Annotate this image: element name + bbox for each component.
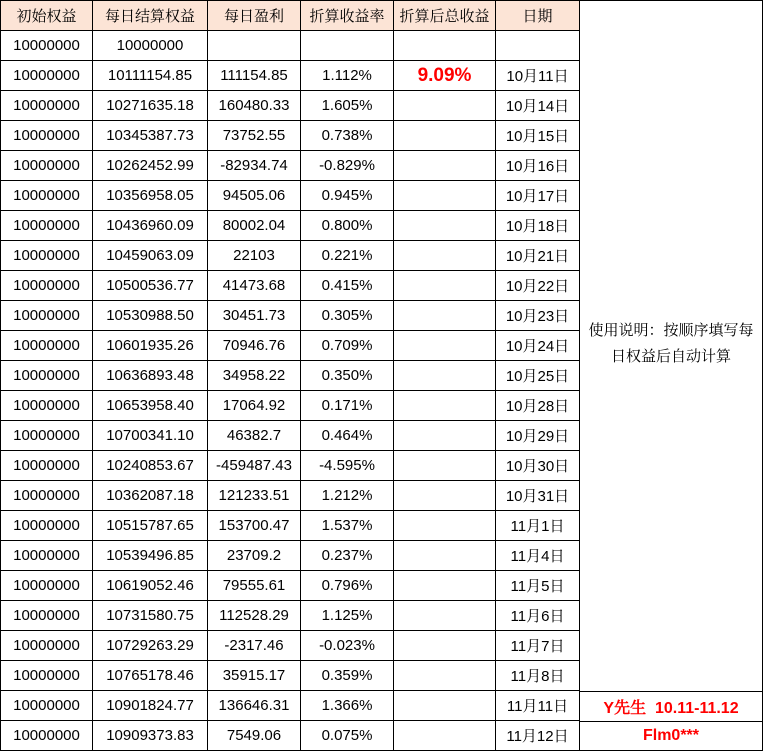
cell-r21-c4[interactable] [394,661,496,691]
cell-r14-c5[interactable]: 10月30日 [496,451,580,481]
cell-r12-c4[interactable] [394,391,496,421]
table-row [1,721,580,751]
cell-r15-c3[interactable]: 1.212% [301,481,394,511]
usage-instructions [580,318,762,370]
cell-r16-c5[interactable]: 11月1日 [496,511,580,541]
cell-r5-c2[interactable]: 94505.06 [208,181,301,211]
cell-r17-c2[interactable]: 23709.2 [208,541,301,571]
cell-r10-c2[interactable]: 70946.76 [208,331,301,361]
cell-r7-c5[interactable]: 10月21日 [496,241,580,271]
cell-r2-c1[interactable]: 10271635.18 [93,91,208,121]
usage-instructions-line2: 日权益后自动计算 [610,348,731,365]
cell-r3-c0[interactable]: 10000000 [1,121,93,151]
cell-r2-c5[interactable]: 10月14日 [496,91,580,121]
cell-r18-c1[interactable]: 10619052.46 [93,571,208,601]
cell-r14-c0[interactable]: 10000000 [1,451,93,481]
cell-r18-c2[interactable]: 79555.61 [208,571,301,601]
cell-r2-c0[interactable]: 10000000 [1,91,93,121]
table-row [1,121,580,151]
table-row [1,91,580,121]
table-body [1,31,580,751]
table-row [1,601,580,631]
usage-instructions-line1: 使用说明：按顺序填写每 [588,322,754,339]
cell-r1-c2[interactable]: 111154.85 [208,61,301,91]
table-row [1,271,580,301]
cell-r2-c3[interactable]: 1.605% [301,91,394,121]
cell-r3-c1[interactable]: 10345387.73 [93,121,208,151]
signature-cell[interactable]: Y先生 10.11-11.12 [580,691,762,721]
column-header-1[interactable]: 每日结算权益 [93,1,208,31]
cell-r10-c1[interactable]: 10601935.26 [93,331,208,361]
cell-r18-c4[interactable] [394,571,496,601]
cell-r2-c4[interactable] [394,91,496,121]
cell-r19-c5[interactable]: 11月6日 [496,601,580,631]
cell-r10-c4[interactable] [394,331,496,361]
column-header-2[interactable]: 每日盈利 [208,1,301,31]
cell-r22-c1[interactable]: 10901824.77 [93,691,208,721]
cell-r20-c4[interactable] [394,631,496,661]
table-row [1,31,580,61]
cell-r1-c0[interactable]: 10000000 [1,61,93,91]
cell-r10-c3[interactable]: 0.709% [301,331,394,361]
cell-r18-c0[interactable]: 10000000 [1,571,93,601]
cell-r11-c3[interactable]: 0.350% [301,361,394,391]
cell-r4-c0[interactable]: 10000000 [1,151,93,181]
cell-r19-c2[interactable]: 112528.29 [208,601,301,631]
cell-r9-c0[interactable]: 10000000 [1,301,93,331]
code-cell[interactable]: Flm0*** [580,721,762,751]
cell-r21-c5[interactable]: 11月8日 [496,661,580,691]
cell-r12-c3[interactable]: 0.171% [301,391,394,421]
cell-r7-c3[interactable]: 0.221% [301,241,394,271]
cell-r9-c2[interactable]: 30451.73 [208,301,301,331]
cell-r3-c4[interactable] [394,121,496,151]
cell-r5-c3[interactable]: 0.945% [301,181,394,211]
cell-r16-c2[interactable]: 153700.47 [208,511,301,541]
table-row [1,631,580,661]
cell-r0-c5[interactable] [496,31,580,61]
cell-r13-c5[interactable]: 10月29日 [496,421,580,451]
cell-r4-c2[interactable]: -82934.74 [208,151,301,181]
cell-r6-c3[interactable]: 0.800% [301,211,394,241]
cell-r12-c5[interactable]: 10月28日 [496,391,580,421]
table-row [1,451,580,481]
cell-r22-c0[interactable]: 10000000 [1,691,93,721]
table-row [1,421,580,451]
cell-r12-c0[interactable]: 10000000 [1,391,93,421]
cell-r13-c3[interactable]: 0.464% [301,421,394,451]
table-row [1,361,580,391]
cell-r2-c2[interactable]: 160480.33 [208,91,301,121]
cell-r0-c4[interactable] [394,31,496,61]
cell-r7-c4[interactable] [394,241,496,271]
cell-r19-c0[interactable]: 10000000 [1,601,93,631]
cell-r11-c0[interactable]: 10000000 [1,361,93,391]
column-header-0[interactable]: 初始权益 [1,1,93,31]
signature-block [580,691,762,751]
cell-r23-c3[interactable]: 0.075% [301,721,394,751]
cell-r1-c4[interactable]: 9.09% [394,61,496,91]
cell-r10-c5[interactable]: 10月24日 [496,331,580,361]
cell-r1-c1[interactable]: 10111154.85 [93,61,208,91]
cell-r14-c2[interactable]: -459487.43 [208,451,301,481]
cell-r21-c3[interactable]: 0.359% [301,661,394,691]
cell-r19-c3[interactable]: 1.125% [301,601,394,631]
cell-r11-c2[interactable]: 34958.22 [208,361,301,391]
cell-r17-c0[interactable]: 10000000 [1,541,93,571]
cell-r23-c5[interactable]: 11月12日 [496,721,580,751]
table-row [1,301,580,331]
cell-r18-c3[interactable]: 0.796% [301,571,394,601]
cell-r16-c4[interactable] [394,511,496,541]
cell-r23-c0[interactable]: 10000000 [1,721,93,751]
cell-r14-c4[interactable] [394,451,496,481]
cell-r13-c0[interactable]: 10000000 [1,421,93,451]
cell-r9-c5[interactable]: 10月23日 [496,301,580,331]
cell-r0-c2[interactable] [208,31,301,61]
cell-r20-c5[interactable]: 11月7日 [496,631,580,661]
cell-r23-c4[interactable] [394,721,496,751]
cell-r20-c2[interactable]: -2317.46 [208,631,301,661]
table-row [1,391,580,421]
cell-r0-c3[interactable] [301,31,394,61]
cell-r3-c3[interactable]: 0.738% [301,121,394,151]
cell-r8-c4[interactable] [394,271,496,301]
cell-r5-c1[interactable]: 10356958.05 [93,181,208,211]
table-row [1,661,580,691]
cell-r14-c1[interactable]: 10240853.67 [93,451,208,481]
cell-r21-c2[interactable]: 35915.17 [208,661,301,691]
table-header-row [1,1,580,31]
cell-r15-c5[interactable]: 10月31日 [496,481,580,511]
cell-r10-c0[interactable]: 10000000 [1,331,93,361]
cell-r7-c0[interactable]: 10000000 [1,241,93,271]
column-header-3[interactable]: 折算收益率 [301,1,394,31]
cell-r3-c5[interactable]: 10月15日 [496,121,580,151]
cell-r15-c4[interactable] [394,481,496,511]
cell-r12-c1[interactable]: 10653958.40 [93,391,208,421]
cell-r6-c2[interactable]: 80002.04 [208,211,301,241]
table-row [1,61,580,91]
cell-r16-c0[interactable]: 10000000 [1,511,93,541]
cell-r6-c0[interactable]: 10000000 [1,211,93,241]
cell-r19-c4[interactable] [394,601,496,631]
cell-r16-c3[interactable]: 1.537% [301,511,394,541]
cell-r8-c2[interactable]: 41473.68 [208,271,301,301]
cell-r4-c5[interactable]: 10月16日 [496,151,580,181]
cell-r17-c4[interactable] [394,541,496,571]
cell-r4-c3[interactable]: -0.829% [301,151,394,181]
cell-r17-c1[interactable]: 10539496.85 [93,541,208,571]
table-row [1,331,580,361]
cell-r6-c5[interactable]: 10月18日 [496,211,580,241]
cell-r4-c1[interactable]: 10262452.99 [93,151,208,181]
cell-r8-c0[interactable]: 10000000 [1,271,93,301]
column-header-4[interactable]: 折算后总收益 [394,1,496,31]
table-row [1,151,580,181]
table-row [1,241,580,271]
column-header-5[interactable]: 日期 [496,1,580,31]
cell-r8-c3[interactable]: 0.415% [301,271,394,301]
cell-r15-c0[interactable]: 10000000 [1,481,93,511]
table-row [1,571,580,601]
cell-r9-c1[interactable]: 10530988.50 [93,301,208,331]
cell-r23-c1[interactable]: 10909373.83 [93,721,208,751]
table-row [1,541,580,571]
cell-r14-c3[interactable]: -4.595% [301,451,394,481]
cell-r20-c3[interactable]: -0.023% [301,631,394,661]
cell-r7-c1[interactable]: 10459063.09 [93,241,208,271]
cell-r3-c2[interactable]: 73752.55 [208,121,301,151]
cell-r19-c1[interactable]: 10731580.75 [93,601,208,631]
cell-r7-c2[interactable]: 22103 [208,241,301,271]
cell-r23-c2[interactable]: 7549.06 [208,721,301,751]
cell-r8-c1[interactable]: 10500536.77 [93,271,208,301]
cell-r6-c4[interactable] [394,211,496,241]
cell-r13-c4[interactable] [394,421,496,451]
cell-r17-c3[interactable]: 0.237% [301,541,394,571]
cell-r22-c3[interactable]: 1.366% [301,691,394,721]
table-row [1,181,580,211]
cell-r9-c4[interactable] [394,301,496,331]
table-row [1,481,580,511]
cell-r8-c5[interactable]: 10月22日 [496,271,580,301]
table-row [1,691,580,721]
cell-r22-c5[interactable]: 11月11日 [496,691,580,721]
cell-r21-c1[interactable]: 10765178.46 [93,661,208,691]
cell-r0-c1[interactable]: 10000000 [93,31,208,61]
cell-r13-c2[interactable]: 46382.7 [208,421,301,451]
cell-r0-c0[interactable]: 10000000 [1,31,93,61]
cell-r22-c4[interactable] [394,691,496,721]
cell-r9-c3[interactable]: 0.305% [301,301,394,331]
cell-r1-c5[interactable]: 10月11日 [496,61,580,91]
table-row [1,211,580,241]
cell-r5-c4[interactable] [394,181,496,211]
cell-r5-c0[interactable]: 10000000 [1,181,93,211]
table-row [1,511,580,541]
cell-r6-c1[interactable]: 10436960.09 [93,211,208,241]
cell-r11-c4[interactable] [394,361,496,391]
cell-r11-c1[interactable]: 10636893.48 [93,361,208,391]
cell-r5-c5[interactable]: 10月17日 [496,181,580,211]
cell-r15-c1[interactable]: 10362087.18 [93,481,208,511]
cell-r22-c2[interactable]: 136646.31 [208,691,301,721]
cell-r4-c4[interactable] [394,151,496,181]
cell-r1-c3[interactable]: 1.112% [301,61,394,91]
cell-r17-c5[interactable]: 11月4日 [496,541,580,571]
side-panel [580,0,763,751]
cell-r13-c1[interactable]: 10700341.10 [93,421,208,451]
cell-r20-c1[interactable]: 10729263.29 [93,631,208,661]
cell-r20-c0[interactable]: 10000000 [1,631,93,661]
cell-r15-c2[interactable]: 121233.51 [208,481,301,511]
cell-r16-c1[interactable]: 10515787.65 [93,511,208,541]
cell-r18-c5[interactable]: 11月5日 [496,571,580,601]
cell-r11-c5[interactable]: 10月25日 [496,361,580,391]
cell-r21-c0[interactable]: 10000000 [1,661,93,691]
cell-r12-c2[interactable]: 17064.92 [208,391,301,421]
